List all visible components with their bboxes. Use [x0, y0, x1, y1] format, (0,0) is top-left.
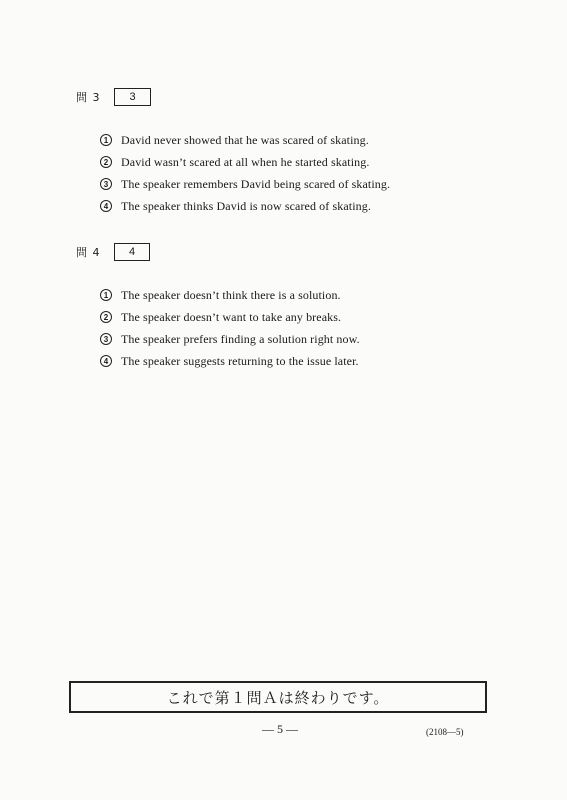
question-4-label: 問 4: [76, 246, 101, 259]
option-text: The speaker suggests returning to the issue later.: [121, 353, 359, 368]
question-3-label: 問 3: [76, 91, 101, 104]
end-of-section-notice: [69, 681, 487, 713]
option-text: The speaker remembers David being scared of skating.: [121, 176, 391, 191]
q4-option-3: [100, 330, 360, 348]
q4-option-4: [100, 352, 359, 370]
option-number-circle: 3: [100, 333, 112, 345]
option-number-circle: 1: [100, 134, 112, 146]
q4-option-2: [100, 308, 341, 326]
option-number-circle: 4: [100, 200, 112, 212]
option-number-circle: 4: [100, 355, 112, 367]
page-number: — 5 —: [262, 722, 298, 736]
question-3-header: [76, 87, 151, 107]
q3-option-2: [100, 153, 369, 171]
end-notice-text: これで第１問Ａは終わりです。: [166, 688, 390, 707]
q4-option-1: [100, 286, 341, 304]
question-4-header: [76, 242, 150, 262]
option-text: The speaker thinks David is now scared of skating.: [121, 198, 371, 213]
option-number-circle: 2: [100, 156, 112, 168]
option-text: David never showed that he was scared of skating.: [121, 132, 369, 147]
option-number-circle: 2: [100, 311, 112, 323]
option-text: David wasn’t scared at all when he started skating.: [121, 154, 370, 169]
answer-box-4: 4: [114, 243, 150, 261]
option-text: The speaker prefers finding a solution right now.: [121, 331, 360, 346]
q3-option-4: [100, 197, 371, 215]
option-text: The speaker doesn’t think there is a solution.: [121, 287, 341, 302]
q3-option-3: [100, 175, 390, 193]
option-text: The speaker doesn’t want to take any breaks.: [121, 309, 342, 324]
document-code: (2108—5): [426, 727, 464, 737]
q3-option-1: [100, 131, 369, 149]
option-number-circle: 1: [100, 289, 112, 301]
answer-box-3: 3: [114, 88, 151, 106]
option-number-circle: 3: [100, 178, 112, 190]
